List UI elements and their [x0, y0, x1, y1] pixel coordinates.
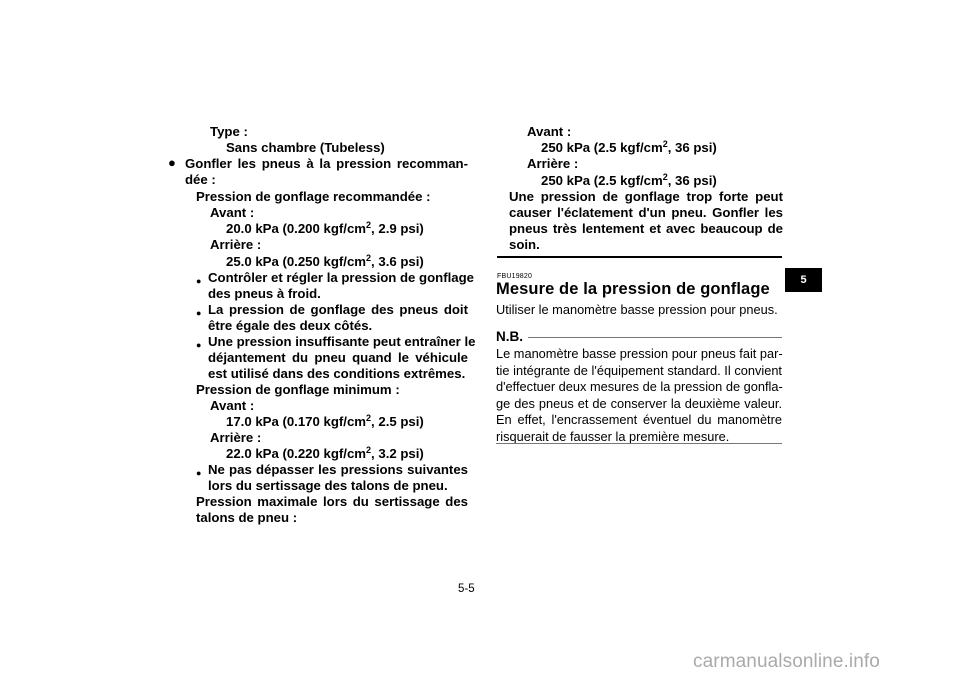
inflate-instruction-line2: dée :: [185, 172, 216, 187]
note-heading: N.B.: [496, 329, 523, 344]
rec-front-label: Avant :: [210, 205, 255, 220]
watermark: carmanualsonline.info: [693, 651, 880, 672]
note-top-rule: [528, 337, 782, 338]
recommended-pressure-label: Pression de gonflage recommandée :: [196, 189, 431, 204]
section-code: FBU19820: [497, 273, 533, 280]
small-bullet-icon: ●: [196, 340, 202, 350]
note-body: [496, 346, 782, 445]
max-front-value: 250 kPa (2.5 kgf/$cm^2$, 36 psi): [541, 139, 717, 155]
rec-rear-label: Arrière :: [210, 237, 262, 252]
section-divider: [497, 256, 782, 258]
bullet3-line3: est utilisé dans des conditions extrêmes.: [208, 366, 466, 381]
bullet2-line1: La pression de gonflage des pneus doit: [208, 302, 468, 317]
note-line3: d'effectuer deux mesures de la pression de gonfla-: [496, 379, 783, 394]
warning-line2: causer l'éclatement d'un pneu. Gonfler les: [509, 205, 783, 220]
bullet4-line2: lors du sertissage des talons de pneu.: [208, 478, 448, 493]
min-front-value: 17.0 kPa (0.170 kgf/$cm^2$, 2.5 psi): [226, 413, 424, 429]
small-bullet-icon: ●: [196, 468, 202, 478]
chapter-tab: 5: [785, 268, 822, 292]
note-line2: tie intégrante de l'équipement standard. Il convient: [496, 362, 782, 378]
note-line5: En effet, l'encrassement éventuel du manomètre: [496, 412, 782, 427]
warning-line1: Une pression de gonflage trop forte peut: [509, 189, 783, 204]
bullet3-line2: déjantement du pneu quand le véhicule: [208, 350, 468, 365]
round-bullet-icon: ●: [168, 155, 176, 170]
bullet1-line1: Contrôler et régler la pression de gonflage: [208, 270, 475, 285]
min-rear-value: 22.0 kPa (0.220 kgf/$cm^2$, 3.2 psi): [226, 445, 424, 461]
note-line4: ge des pneus et de conserver la deuxième valeur.: [496, 395, 782, 411]
rec-rear-value: 25.0 kPa (0.250 kgf/$cm^2$, 3.6 psi): [226, 253, 424, 269]
section-intro: Utiliser le manomètre basse pression pour pneus.: [496, 302, 778, 317]
section-title: Mesure de la pression de gonflage: [496, 280, 770, 298]
maximum-pressure-line2: talons de pneu :: [196, 510, 298, 525]
warning-line3: pneus très lentement et avec beaucoup de: [509, 221, 783, 236]
note-bottom-rule: [496, 443, 782, 444]
type-value: Sans chambre (Tubeless): [226, 140, 385, 155]
bullet1-line2: des pneus à froid.: [208, 286, 321, 301]
warning-line4: soin.: [509, 237, 540, 252]
maximum-pressure-line1: Pression maximale lors du sertissage des: [196, 494, 468, 509]
minimum-pressure-label: Pression de gonflage minimum :: [196, 382, 400, 397]
note-line6: risquerait de fausser la première mesure.: [496, 428, 730, 444]
page-number: 5-5: [458, 583, 475, 595]
type-label: Type :: [210, 124, 248, 139]
inflate-instruction-line1: Gonfler les pneus à la pression recomman-: [185, 156, 468, 171]
min-front-label: Avant :: [210, 398, 255, 413]
rec-front-value: 20.0 kPa (0.200 kgf/$cm^2$, 2.9 psi): [226, 220, 424, 236]
bullet2-line2: être égale des deux côtés.: [208, 318, 373, 333]
max-rear-value: 250 kPa (2.5 kgf/$cm^2$, 36 psi): [541, 172, 717, 188]
max-front-label: Avant :: [527, 124, 572, 139]
min-rear-label: Arrière :: [210, 430, 262, 445]
note-line1: Le manomètre basse pression pour pneus fait par-: [496, 346, 783, 361]
max-rear-label: Arrière :: [527, 156, 579, 171]
small-bullet-icon: ●: [196, 308, 202, 318]
bullet4-line1: Ne pas dépasser les pressions suivantes: [208, 462, 468, 477]
small-bullet-icon: ●: [196, 276, 202, 286]
bullet3-line1: Une pression insuffisante peut entraîner le: [208, 334, 476, 349]
